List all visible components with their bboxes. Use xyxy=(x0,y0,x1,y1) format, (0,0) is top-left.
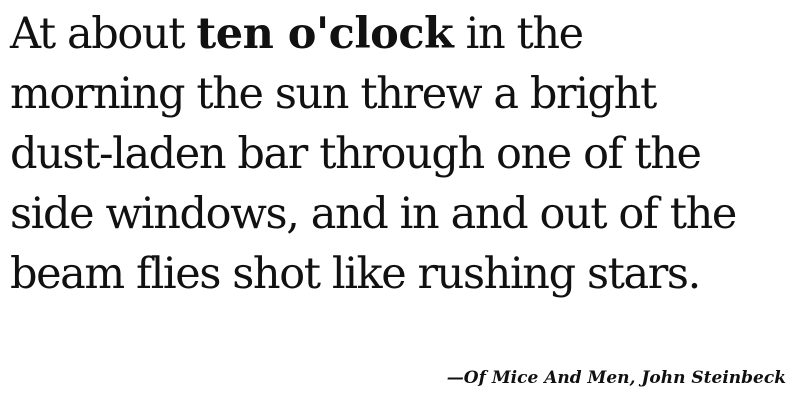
quote-text xyxy=(10,4,800,304)
quote-line-5: beam flies shot like rushing stars. xyxy=(10,249,700,299)
quote-line-3: dust-laden bar through one of the xyxy=(10,129,701,179)
quote-emphasis: ten o'clock xyxy=(196,9,454,59)
quote-line-4: side windows, and in and out of the xyxy=(10,189,736,239)
quote-attribution: —Of Mice And Men, John Steinbeck xyxy=(446,368,786,388)
quote-line-1-after: in the xyxy=(453,9,583,59)
quote-line-1-before: At about xyxy=(10,9,197,59)
quote-line-2: morning the sun threw a bright xyxy=(10,69,656,119)
quote-line-1 xyxy=(10,4,800,64)
